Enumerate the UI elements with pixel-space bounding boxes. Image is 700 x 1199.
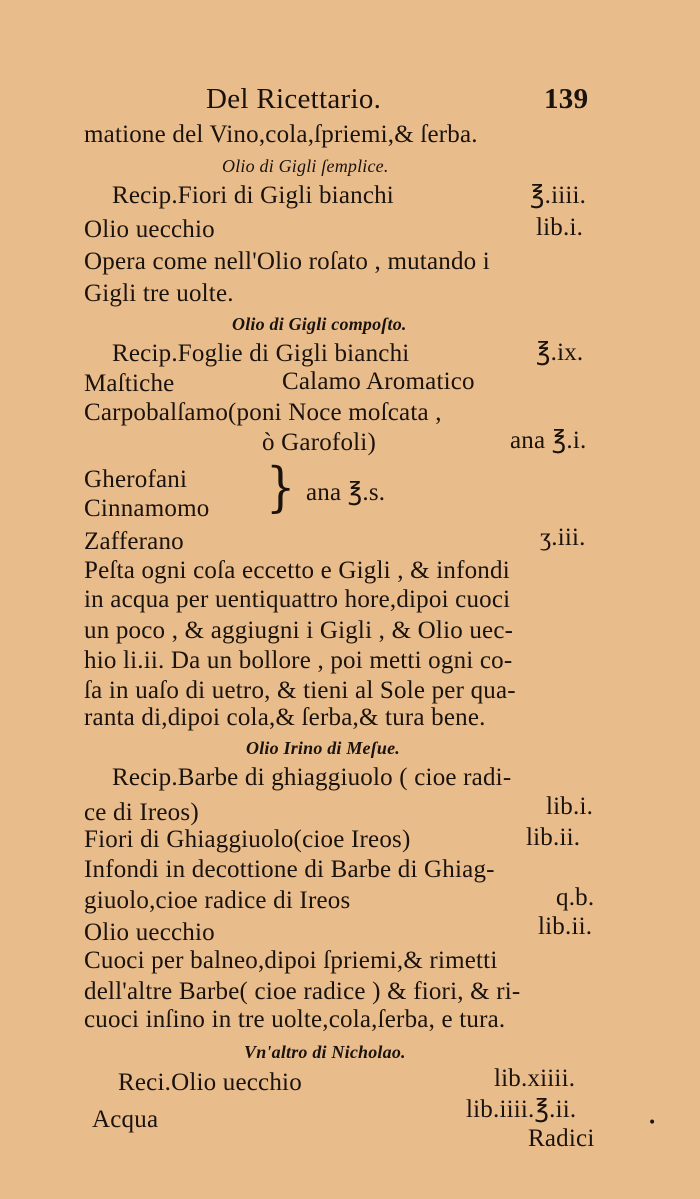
text-line: cuoci inſino in tre uolte,cola,ſerba, e tura. (84, 1006, 506, 1033)
text-line: Gherofani (84, 466, 188, 493)
margin-mark-icon: • (648, 1115, 657, 1131)
curly-brace-icon: } (266, 455, 296, 519)
text-line: ranta di,dipoi cola,& ſerba,& tura bene. (84, 704, 486, 731)
text-line: Calamo Aromatico (282, 368, 475, 395)
quantity: lib.iiii.℥.ii. (466, 1096, 577, 1123)
section-heading: Olio di Gigli compoſto. (232, 314, 407, 334)
quantity: lib.xiiii. (494, 1065, 576, 1092)
quantity: lib.ii. (526, 824, 581, 851)
text-line: Recip.Fiori di Gigli bianchi (112, 182, 394, 209)
page-number: 139 (544, 83, 589, 115)
text-line: Zafferano (84, 528, 184, 555)
text-line: Opera come nell'Olio roſato , mutando i (84, 248, 490, 275)
text-line: matione del Vino,cola,ſpriemi,& ſerba. (84, 121, 478, 148)
section-heading: Olio Irino di Meſue. (246, 738, 401, 758)
text-line: giuolo,cioe radice di Ireos (84, 887, 351, 914)
text-line: ce di Ireos) (84, 799, 199, 826)
text-line: ò Garofoli) (262, 429, 376, 456)
section-heading: Olio di Gigli ſemplice. (222, 156, 389, 176)
running-title: Del Ricettario. (206, 83, 382, 115)
text-line: Maſtiche (84, 370, 175, 397)
text-line: dell'altre Barbe( cioe radice ) & fiori, & ri- (84, 978, 521, 1005)
text-line: ſa in uaſo di uetro, & tieni al Sole per qua- (84, 677, 516, 704)
quantity: lib.i. (546, 793, 594, 820)
quantity: ℥.iiii. (530, 182, 587, 209)
text-line: Acqua (92, 1106, 159, 1133)
text-line: Reci.Olio uecchio (118, 1069, 302, 1096)
text-line: Cuoci per balneo,dipoi ſpriemi,& rimetti (84, 947, 498, 974)
quantity: q.b. (556, 884, 595, 911)
text-line: Infondi in decottione di Barbe di Ghiag- (84, 856, 495, 883)
quantity: ℥.ix. (536, 339, 584, 366)
text-line: Recip.Barbe di ghiaggiuolo ( cioe radi- (112, 764, 512, 791)
text-line: Olio uecchio (84, 216, 215, 243)
text-line: Recip.Foglie di Gigli bianchi (112, 340, 410, 367)
quantity: lib.i. (536, 214, 584, 241)
text-line: Olio uecchio (84, 919, 215, 946)
quantity: ana ℥.s. (306, 479, 386, 506)
section-heading: Vn'altro di Nicholao. (244, 1042, 406, 1062)
text-line: Carpobalſamo(poni Noce moſcata , (84, 399, 442, 426)
text-line: hio li.ii. Da un bollore , poi metti ogni co- (84, 647, 513, 674)
quantity: ana ℥.i. (510, 427, 587, 454)
catchword: Radici (528, 1125, 595, 1152)
quantity: lib.ii. (538, 913, 593, 940)
text-line: Peſta ogni coſa eccetto e Gigli , & infondi (84, 557, 510, 584)
text-line: Gigli tre uolte. (84, 280, 234, 307)
text-line: in acqua per uentiquattro hore,dipoi cuoci (84, 586, 511, 613)
quantity: ʒ.iii. (540, 524, 586, 551)
text-line: Fiori di Ghiaggiuolo(cioe Ireos) (84, 826, 411, 853)
text-line: un poco , & aggiugni i Gigli , & Olio uec- (84, 617, 514, 644)
text-line: Cinnamomo (84, 495, 210, 522)
